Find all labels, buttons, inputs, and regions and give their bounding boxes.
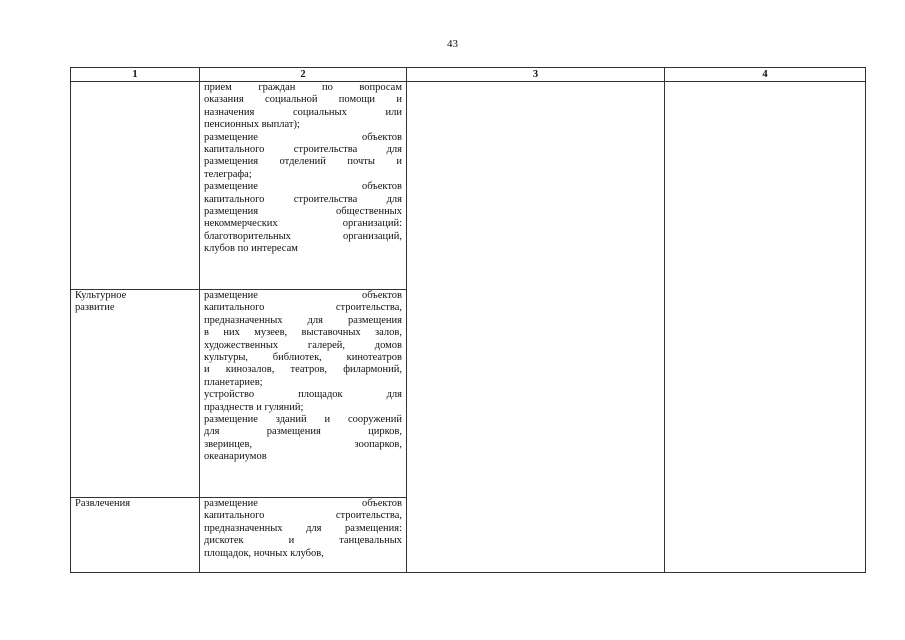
cell-text-line: оказания социальной помощи и [204,94,402,106]
cell-text-line: океанариумов [204,451,267,463]
cell-text-line: площадок, ночных клубов, [204,547,324,559]
cell-text-line: предназначенных для размещения [204,314,402,326]
cell-text-line: размещение объектов [204,181,402,193]
column-header-1: 1 [71,68,200,82]
cell-text-line: Развлечения [75,498,131,509]
cell-text-line: предназначенных для размещения: [204,522,402,534]
cell-text-line: размещение объектов [204,498,402,509]
cell-text-line: в них музеев, выставочных залов, [204,327,402,339]
cell-text-line: назначения социальных или [204,106,402,118]
cell-text-line: и кинозалов, театров, филармоний, [204,364,402,376]
cell-text-line: дискотек и танцевальных [204,535,402,547]
cell-text-line: Культурное [75,290,127,301]
row-2-col-2 [200,290,407,498]
cell-text-line: телеграфа; [204,168,252,180]
cell-text-line: клубов по интересам [204,243,298,255]
column-header-3: 3 [407,68,665,82]
row-2-col-1 [71,290,200,498]
cell-text-line: развитие [75,302,115,314]
row-1-col-2 [200,82,407,290]
cell-text-line: некоммерческих организаций: [204,218,402,230]
cell-text-line: размещения отделений почты и [204,156,402,168]
cell-text-line: размещения общественных [204,206,402,218]
cell-text-line: для размещения цирков, [204,426,402,438]
cell-text-line: капитального строительства, [204,302,402,314]
cell-text-line: устройство площадок для [204,389,402,401]
cell-text-line: капитального строительства для [204,144,402,156]
cell-text-line: благотворительных организаций, [204,230,402,242]
col-3-cell [407,82,665,573]
cell-text-line: пенсионных выплат); [204,119,300,131]
cell-text-line: прием граждан по вопросам [204,82,402,93]
table-header-row [71,68,866,82]
col-4-cell [665,82,866,573]
cell-text-line: планетариев; [204,376,263,388]
cell-text-line: празднеств и гуляний; [204,401,304,413]
cell-text-line: размещение объектов [204,131,402,143]
column-header-2: 2 [200,68,407,82]
row-3-col-1 [71,498,200,573]
cell-text-line: зверинцев, зоопарков, [204,438,402,450]
cell-text-line: капитального строительства для [204,193,402,205]
table-row [71,82,866,290]
column-header-4: 4 [665,68,866,82]
cell-text-line: культуры, библиотек, кинотеатров [204,352,402,364]
document-table [70,67,866,573]
cell-text-line: художественных галерей, домов [204,339,402,351]
row-1-col-1 [71,82,200,290]
cell-text-line: размещение объектов [204,290,402,301]
cell-text-line: размещение зданий и сооружений [204,414,402,426]
cell-text-line: капитального строительства, [204,510,402,522]
row-3-col-2 [200,498,407,573]
page-number: 43 [447,38,458,50]
